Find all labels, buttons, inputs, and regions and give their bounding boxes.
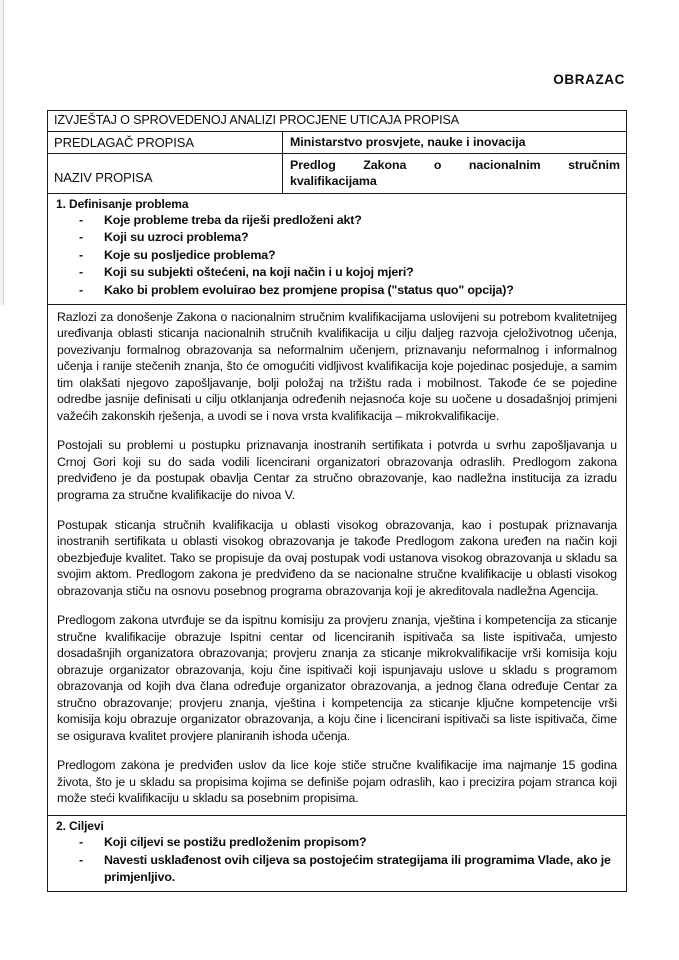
regulation-name-line-2: kvalifikacijama: [290, 174, 377, 189]
regulation-name-label-cell: [48, 153, 283, 193]
bullet-dash: -: [79, 283, 83, 298]
bullet-dash: -: [79, 212, 83, 227]
table-row: [48, 111, 627, 132]
section-1-question-list: [56, 212, 621, 300]
question-text: Koji su subjekti oštećeni, na koji način i u kojoj mjeri?: [104, 265, 414, 280]
question-text: Koji ciljevi se postižu predloženim propisom?: [104, 835, 367, 849]
question-text: Koje probleme treba da riješi predloženi akt?: [104, 212, 362, 227]
regulation-name-line-1: Predlog Zakona o nacionalnim stručnim: [290, 157, 621, 172]
table-row: [48, 816, 627, 892]
section-1-title: 1. Definisanje problema: [56, 196, 189, 211]
list-item: [56, 282, 621, 300]
bullet-dash: -: [79, 247, 83, 262]
section-1-cell: [48, 193, 627, 304]
form-header-label: OBRAZAC: [553, 72, 625, 87]
body-paragraph: Predlogom zakona utvrđuje se da ispitnu komisiju za provjeru znanja, vještina i kompetencija za sticanje stručne kvalifikacije obrazuje Ispitni centar od licenciranih ispitivača sa liste ispitivača, umjesto dosadašnjih organizatora obrazovanja; provjeru znanja za sticanje mikrokvalifikacije vrši komisija koju obrazuje organizator obrazovanja, koju čine ispitivači koji ispunjavaju uslove u skladu s programom obrazovanja od kojih dva člana određuje organizator obrazovanja, a jednog člana određuje Centar za stručno obrazovanje; provjeru znanja, vještina i kompetencija za sticanje ključne kompetencije vrši komisija koju obrazuje organizator obrazovanja, a koju čine i licencirani ispitivači sa liste ispitivača, čime se osigurava kvalitet provjere planiranih ishoda učenja.: [57, 613, 618, 743]
regulation-name-value: [283, 154, 626, 193]
list-item: [56, 834, 621, 852]
section-2-cell: [48, 816, 627, 892]
proposer-label: PREDLAGAČ PROPISA: [54, 134, 194, 150]
proposer-value-cell: [283, 131, 627, 153]
report-title-cell: [48, 111, 627, 132]
table-row: [48, 153, 627, 193]
list-item: [56, 852, 621, 887]
body-paragraph: Postojali su problemi u postupku priznavanja inostranih sertifikata i potvrda u svrhu zapošljavanja u Crnoj Gori koji su do sada vodili licencirani organizatori obrazovanja odraslih. Predlogom zakona predviđeno je da postupak obavlja Centar za stručno obrazovanje, kao nadležna institucija za izradu programa za stručne kvalifikacije do nivoa V.: [57, 438, 618, 502]
question-text: Koje su posljedice problema?: [104, 247, 276, 262]
body-paragraph: Postupak sticanja stručnih kvalifikacija u oblasti visokog obrazovanja, kao i postupak priznavanja inostranih sertifikata u oblasti visokog obrazovanja je takođe Predlogom zakona uređen na način koji obezbjeđuje kvalitet. Tako se propisuje da ovaj postupak vodi ustanova visokog obrazovanja u skladu sa svojim aktom. Predlogom zakona je predviđeno da se nacionalne stručne kvalifikacije u oblasti visokog obrazovanja stiču na osnovu posebnog programa obrazovanja koji je akreditovala nadležna Agencija.: [57, 517, 618, 598]
table-row: [48, 131, 627, 153]
list-item: [56, 247, 621, 265]
regulation-name-label: NAZIV PROPISA: [54, 169, 153, 185]
report-title-text: IZVJEŠTAJ O SPROVEDENOJ ANALIZI PROCJENE UTICAJA PROPISA: [54, 113, 459, 127]
proposer-value: Ministarstvo prosvjete, nauke i inovacija: [290, 134, 526, 149]
list-item: [56, 264, 621, 282]
question-text: Navesti usklađenost ovih ciljeva sa postojećim strategijama ili programima Vlade, ako je primjenljivo.: [104, 852, 611, 885]
report-table: [47, 110, 627, 892]
proposer-label-cell: [48, 131, 283, 153]
list-item: [56, 212, 621, 230]
bullet-dash: -: [79, 835, 83, 849]
bullet-dash: -: [79, 265, 83, 280]
regulation-name-value-cell: [283, 153, 627, 193]
section-2-question-list: [56, 834, 621, 887]
body-paragraph: Predlogom zakona je predviđen uslov da lice koje stiče stručne kvalifikacije ima najmanje 15 godina života, što je u skladu sa propisima kojima se definiše pojam odraslih, kao i precizira pojam stranca koji može steći kvalifikaciju u skladu sa posebnim propisima.: [57, 758, 618, 806]
list-item: [56, 229, 621, 247]
question-text: Kako bi problem evoluirao bez promjene propisa ("status quo" opcija)?: [104, 283, 514, 298]
table-row: [48, 304, 627, 815]
question-text: Koji su uzroci problema?: [104, 230, 249, 245]
body-paragraph: Razlozi za donošenje Zakona o nacionalnim stručnim kvalifikacijama uslovijeni su potrebom kvalitetnijeg uređivanja oblasti sticanja nacionalnih stručnih kvalifikacija u cilju daljeg razvoja cjeloživotnog učenja, povezivanju formalnog obrazovanja sa neformalnim učenjem, priznavanju neformalnog i informalnog učenja i ranije stečenih znanja, što će omogućiti vidljivost kvalifikacija koje pojedinac posjeduje, a samim tim olakšati njegovo zapošljavanje, bolji položaj na tržištu rada i mobilnost. Takođe će se pojedine odredbe jasnije definisati u cilju otklanjanja određenih nejasnoća koje su uočene u dosadašnjoj primjeni važećih zakonskih rješenja, a uvodi se i nova vrsta kvalifikacija – mikrokvalifikacije.: [57, 309, 618, 423]
bullet-dash: -: [79, 852, 83, 867]
analysis-body-cell: [48, 304, 627, 815]
section-2-title: 2. Ciljevi: [56, 819, 104, 833]
table-row: [48, 193, 627, 304]
bullet-dash: -: [79, 230, 83, 245]
scan-edge-line: [3, 0, 4, 305]
